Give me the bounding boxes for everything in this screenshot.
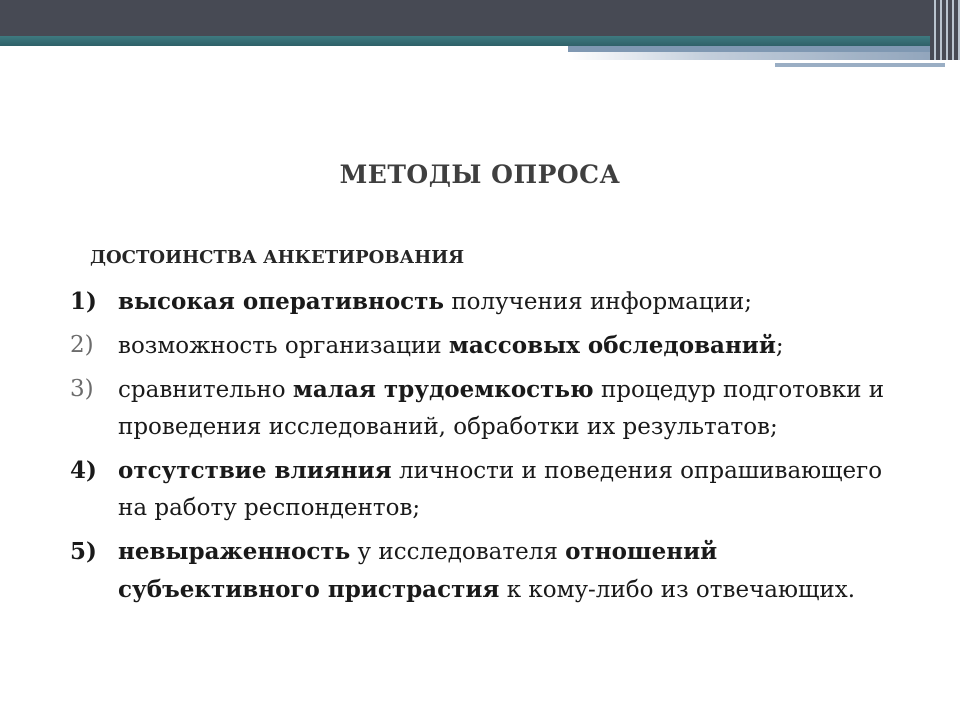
list-item	[70, 371, 890, 446]
list-item-bold-text: отношений субъективного пристрастия	[118, 538, 718, 603]
header-band	[0, 0, 960, 36]
list-item	[70, 533, 890, 609]
list-item-plain-text: у исследователя	[350, 539, 566, 565]
list-item-plain-text: ;	[775, 333, 784, 359]
list-item-bold-text: высокая оперативность	[118, 288, 445, 315]
list-item-text	[118, 371, 890, 446]
list-item-text	[118, 327, 784, 365]
list-item-text	[118, 452, 890, 527]
list-item-plain-text: процедур подготовки и проведения исследований, обработки их результатов;	[118, 377, 885, 440]
list-item-number: 1)	[70, 288, 97, 315]
list-item-plain-text: получения информации;	[444, 289, 752, 315]
list-item-plain-text: личности и поведения опрашивающего на работу респондентов;	[118, 458, 883, 521]
list-item-bold-text: массовых обследований	[448, 332, 776, 359]
header-gradient-stripe	[568, 52, 960, 60]
slide-subtitle: ДОСТОИНСТВА АНКЕТИРОВАНИЯ	[90, 247, 465, 268]
advantages-list	[70, 283, 890, 615]
list-item	[70, 327, 890, 365]
header-thin-line	[775, 63, 945, 67]
list-item-plain-text: сравнительно	[118, 377, 293, 403]
slide-title: МЕТОДЫ ОПРОСА	[339, 160, 621, 189]
list-item-plain-text: возможность организации	[118, 333, 449, 359]
header-teal-stripe	[0, 36, 960, 46]
header-vertical-stripes	[930, 0, 960, 60]
list-item-text	[118, 283, 752, 321]
list-item	[70, 283, 890, 321]
list-item-bold-text: отсутствие влияния	[118, 457, 392, 484]
list-item-number: 3)	[70, 376, 94, 402]
list-item-text	[118, 533, 890, 609]
list-item-bold-text: невыраженность	[118, 538, 351, 565]
list-item-number: 4)	[70, 457, 97, 484]
list-item-number: 2)	[70, 332, 94, 358]
list-item-plain-text: к кому-либо из отвечающих.	[499, 577, 856, 603]
list-item	[70, 452, 890, 527]
list-item-bold-text: малая трудоемкостью	[292, 376, 594, 403]
list-item-number: 5)	[70, 538, 97, 565]
